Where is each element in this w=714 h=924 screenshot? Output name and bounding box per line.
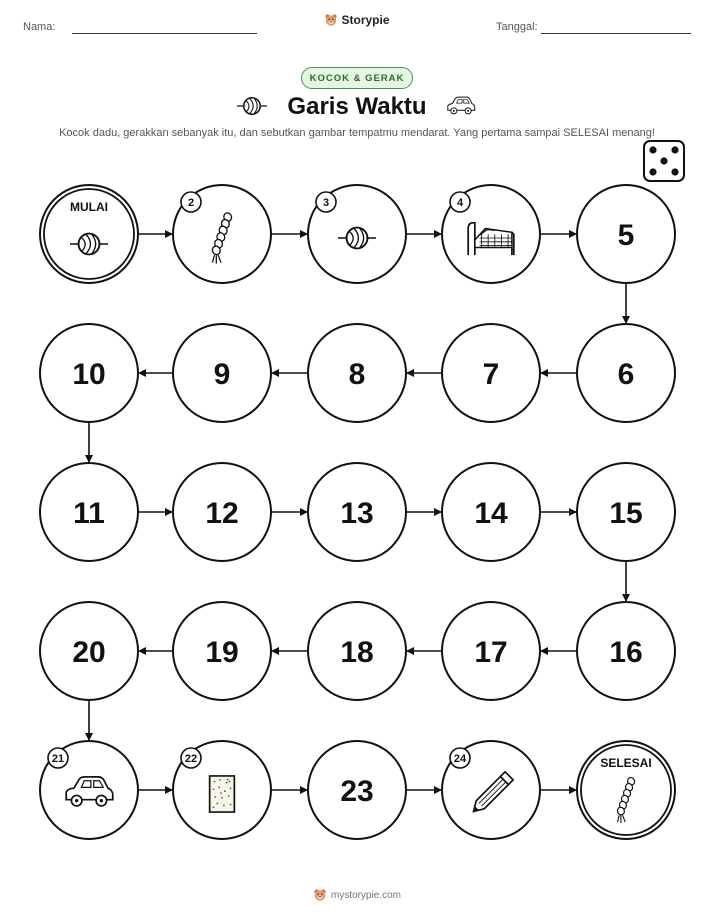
board-cell-13[interactable] bbox=[308, 463, 406, 561]
page-title: Garis Waktu bbox=[287, 93, 427, 120]
board-cell-4[interactable] bbox=[442, 185, 540, 283]
step-number: 22 bbox=[184, 753, 198, 765]
sponge-icon bbox=[210, 776, 235, 812]
cell-number: 20 bbox=[72, 636, 106, 669]
finish-label: SELESAI bbox=[600, 756, 652, 770]
board-cell-15[interactable] bbox=[577, 463, 675, 561]
step-number: 3 bbox=[322, 197, 330, 209]
cell-number: 11 bbox=[73, 497, 105, 530]
cell-number: 9 bbox=[213, 358, 231, 391]
cell-number: 23 bbox=[340, 775, 374, 808]
cell-number: 6 bbox=[617, 358, 635, 391]
step-number: 24 bbox=[453, 753, 467, 765]
cell-number: 10 bbox=[72, 358, 106, 391]
cell-number: 15 bbox=[609, 497, 643, 530]
board-cell-22[interactable] bbox=[173, 741, 271, 839]
cell-number: 16 bbox=[609, 636, 643, 669]
board-cell-9[interactable] bbox=[173, 324, 271, 422]
board-cell-1[interactable] bbox=[40, 185, 138, 283]
board-cell-14[interactable] bbox=[442, 463, 540, 561]
cell-number: 12 bbox=[205, 497, 239, 530]
cell-number: 14 bbox=[474, 497, 508, 530]
start-label: MULAI bbox=[70, 200, 108, 214]
cell-number: 13 bbox=[340, 497, 374, 530]
ball-icon bbox=[237, 98, 267, 115]
board-cell-20[interactable] bbox=[40, 602, 138, 700]
cell-number: 7 bbox=[482, 358, 500, 391]
cell-number: 18 bbox=[340, 636, 374, 669]
board-cell-3[interactable] bbox=[308, 185, 406, 283]
cell-number: 19 bbox=[205, 636, 239, 669]
footer-url: mystorypie.com bbox=[330, 889, 401, 901]
footer bbox=[0, 888, 714, 905]
board-cell-10[interactable] bbox=[40, 324, 138, 422]
board-cell-17[interactable] bbox=[442, 602, 540, 700]
step-number: 4 bbox=[456, 197, 464, 209]
dice-icon bbox=[644, 141, 684, 181]
board-cell-12[interactable] bbox=[173, 463, 271, 561]
board-cell-18[interactable] bbox=[308, 602, 406, 700]
board-cell-2[interactable] bbox=[173, 185, 271, 283]
bear-mascot-icon bbox=[313, 888, 327, 902]
board-cell-21[interactable] bbox=[40, 741, 138, 839]
step-number: 21 bbox=[51, 753, 65, 765]
car-icon bbox=[448, 97, 475, 114]
board-cell-11[interactable] bbox=[40, 463, 138, 561]
board-cell-24[interactable] bbox=[442, 741, 540, 839]
activity-badge: KOCOK & GERAK bbox=[301, 67, 413, 89]
board-cell-23[interactable] bbox=[308, 741, 406, 839]
board-cell-25[interactable] bbox=[577, 741, 675, 839]
cell-number: 17 bbox=[474, 636, 508, 669]
board-cell-8[interactable] bbox=[308, 324, 406, 422]
board-cell-6[interactable] bbox=[577, 324, 675, 422]
board-cell-19[interactable] bbox=[173, 602, 271, 700]
date-label: Tanggal: bbox=[496, 21, 538, 33]
cell-number: 5 bbox=[617, 219, 635, 252]
cell-number: 8 bbox=[348, 358, 366, 391]
instructions: Kocok dadu, gerakkan sebanyak itu, dan sebutkan gambar tempatmu mendarat. Yang pertama sampai SELESAI menang! bbox=[59, 127, 655, 139]
board-cell-7[interactable] bbox=[442, 324, 540, 422]
brand-name: Storypie bbox=[341, 13, 390, 27]
step-number: 2 bbox=[187, 197, 195, 209]
board-cell-5[interactable] bbox=[577, 185, 675, 283]
name-label: Nama: bbox=[23, 21, 56, 33]
board-cell-16[interactable] bbox=[577, 602, 675, 700]
